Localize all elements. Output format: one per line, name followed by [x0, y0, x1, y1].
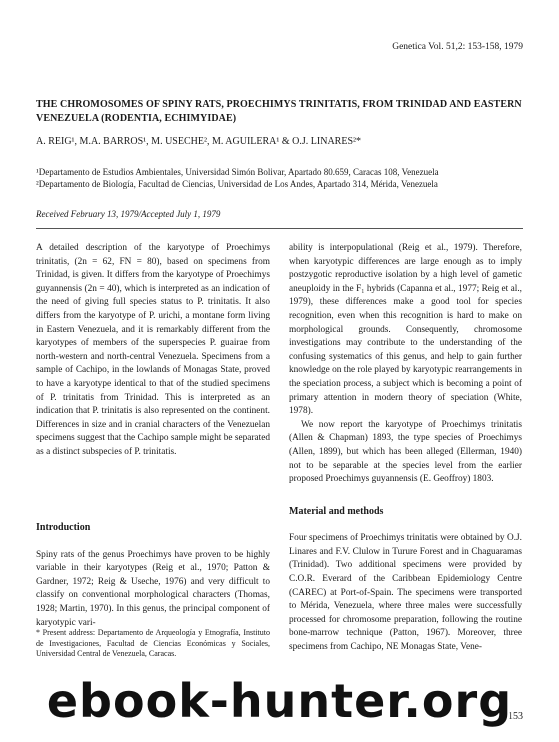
divider — [36, 228, 523, 229]
right-column — [289, 242, 522, 655]
abstract-text: A detailed description of the karyotype of Proechimys trinitatis, (2n = 62, FN = 80), based on specimens from Trinidad, is given. It differs from the karyotype of Proechimys guyannensis (2n = 40), which is interpreted as an indication of the need of giving full species status to P. trinitatis. It also differs from the karyotype of P. urichi, a montane form living in Eastern Venezuela, and it is remarkably different from the karyotypes of members of the superspecies P. guairae from north-western and north-central Venezuela. Specimens from a sample of Cachipo, in the lowlands of Monagas State, proved to have a karyotype identical to that of the studied specimens of P. trinitatis from Trinidad. This is interpreted as an indication that P. trinitatis is also represented on the continent. Differences in size and in cranial characters of the Venezuelan specimens suggest that the Cachipo sample might be separated as a distinct subspecies of P. trinitatis. — [36, 243, 270, 457]
methods-heading: Material and methods — [289, 505, 384, 517]
affiliation-2: ²Departamento de Biología, Facultad de Ciencias, Universidad de Los Andes, Apartado 314, Mérida, Venezuela — [36, 179, 438, 189]
affiliation-1: ¹Departamento de Estudios Ambientales, Universidad Simón Bolivar, Apartado 80.659, Caracas 108, Venezuela — [36, 167, 439, 177]
page-number: 153 — [508, 711, 523, 722]
author-list: A. REIG¹, M.A. BARROS¹, M. USECHE², M. AGUILERA¹ & O.J. LINARES²* — [36, 136, 362, 147]
introduction-section — [36, 521, 270, 630]
watermark-logo: ebook-hunter.org — [46, 674, 513, 728]
abstract — [36, 242, 270, 460]
footnote: * Present address: Departamento de Arqueología y Etnografía, Instituto de Investigaciones, Facultad de Ciencias Económicas y Sociales, Universidad Central de Venezuela, Caracas. — [36, 628, 270, 658]
methods-text: Four specimens of Proechimys trinitatis were obtained by O.J. Linares and F.V. Clulow in Turure Forest and in Chaguaramas (Trinidad). Two additional specimens were provided by C.O.R. Everard of the Caribbean Epidemiology Centre (CAREC) at Port-of-Spain. The specimens were transported to Mérida, Venezuela, where three males were successfully processed for chromosome preparation, following the routine bone-marrow technique (Patton, 1967). Moreover, three specimens from Cachipo, NE Monagas State, Vene- — [289, 533, 522, 653]
right-para-1: ability is interpopulational (Reig et al., 1979). Therefore, when karyotypic differences are large enough as to imply postzygotic reproductive isolation by a high level of gametic aneuploidy in the F₁ hybrids (Capanna et al., 1977; Reig et al., 1979), these differences make a good tool for species recognition, even when this recognition is hard to make on morphological grounds. Consequently, chromosome investigations may contribute to the understanding of the confusing systematics of this genus, and help to gain further knowledge on the role played by karyotypic rearrangements in the speciation process, a subject which is becoming a point of primary attention in modern theory of speciation (White, 1978). — [289, 243, 522, 417]
journal-citation: Genetica Vol. 51,2: 153-158, 1979 — [392, 42, 523, 52]
right-para-2: We now report the karyotype of Proechimys trinitatis (Allen & Chapman) 1893, the type species of Proechimys (Allen, 1899), but which has been alleged (Ellerman, 1940) not to be separable at the species level from the earlier proposed Proechimys guyannensis (E. Geoffroy) 1803. — [289, 419, 522, 485]
received-date: Received February 13, 1979/Accepted July 1, 1979 — [36, 209, 221, 219]
introduction-text: Spiny rats of the genus Proechimys have proven to be highly variable in their karyotypes (Reig et al., 1970; Patton & Gardner, 1972; Reig & Useche, 1976) and very difficult to classify on conventional morphological characters (Thomas, 1928; Martin, 1970). In this genus, the principal component of karyotypic vari- — [36, 549, 270, 628]
introduction-heading: Introduction — [36, 522, 91, 533]
article-title: THE CHROMOSOMES OF SPINY RATS, PROECHIMYS TRINITATIS, FROM TRINIDAD AND EASTERN VENEZUELA (RODENTIA, ECHIMYIDAE) — [36, 99, 522, 124]
